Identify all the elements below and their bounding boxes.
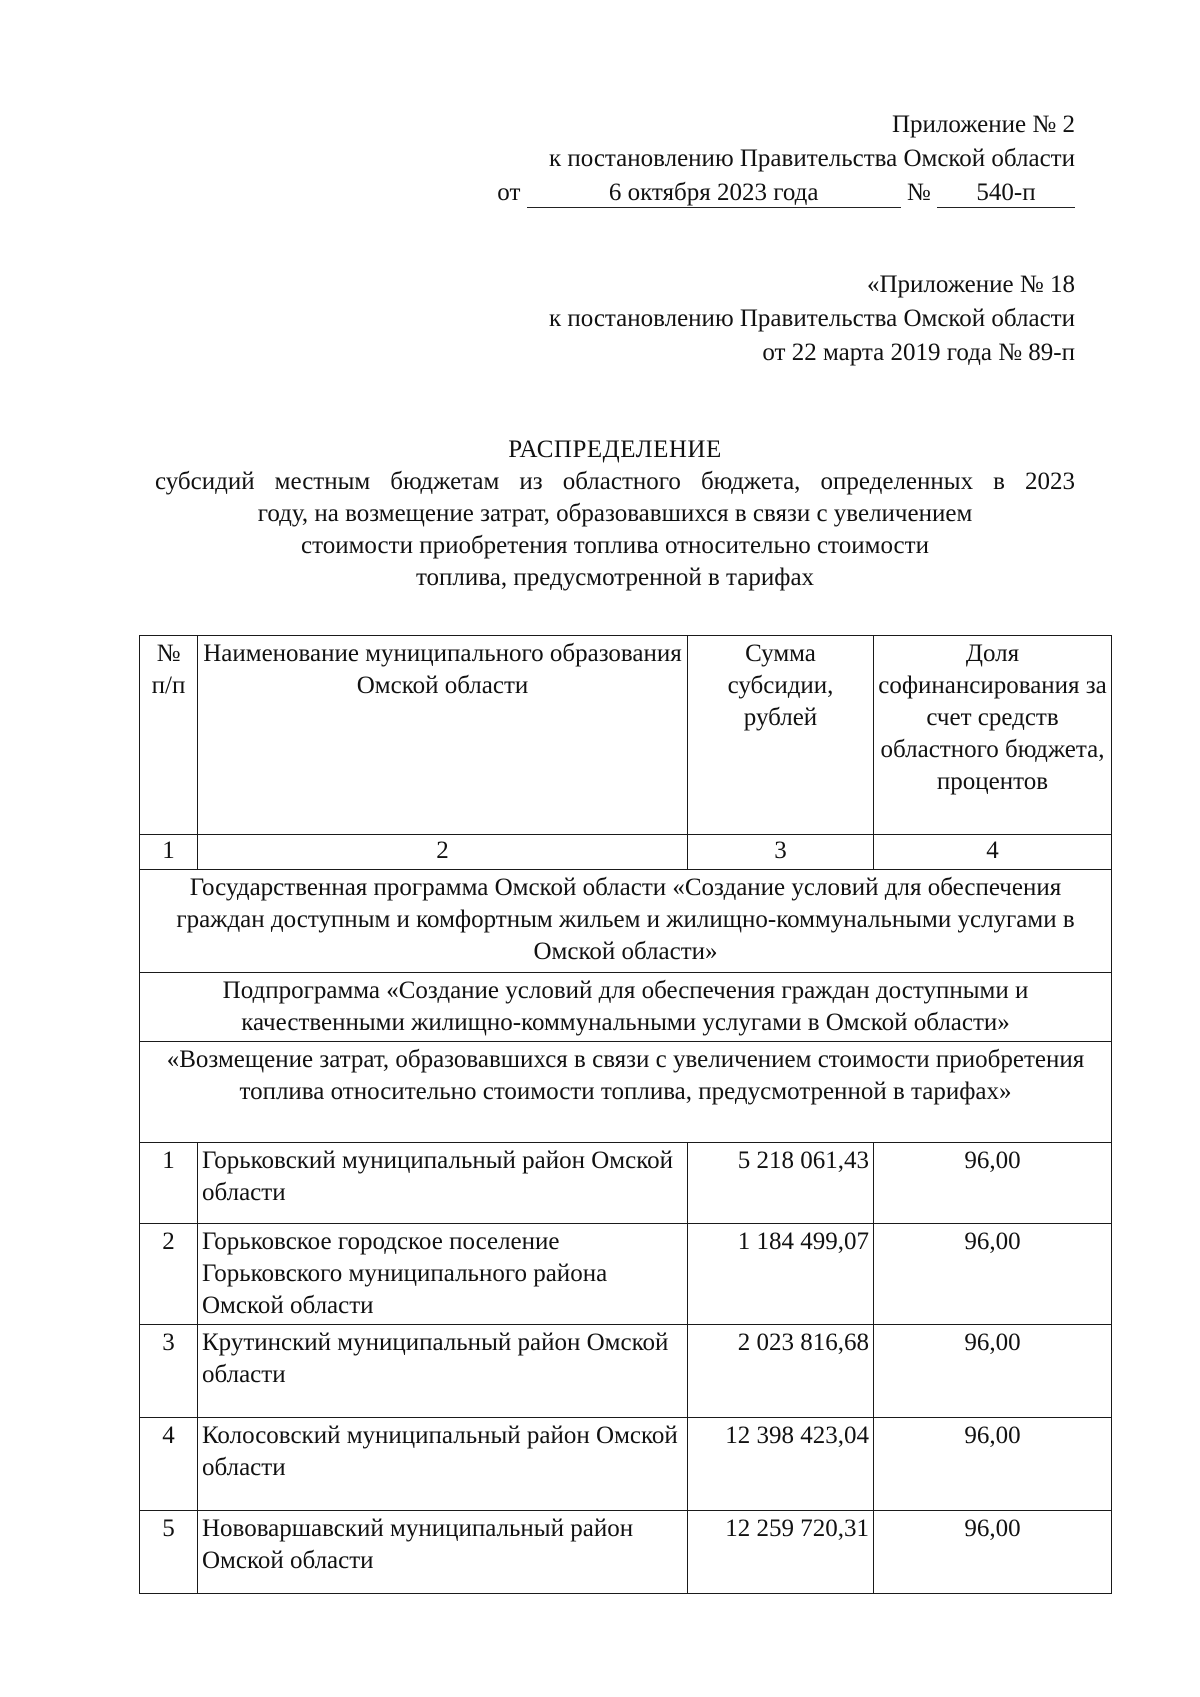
number-prefix: № bbox=[906, 179, 931, 206]
section-measure: «Возмещение затрат, образовавшихся в связи с увеличением стоимости приобретения топлива относительно стоимости топлива, предусмотренной в тарифах» bbox=[140, 1042, 1112, 1143]
row-municipality: Крутинский муниципальный район Омской области bbox=[198, 1325, 688, 1418]
row-cofinancing-share: 96,00 bbox=[874, 1511, 1112, 1594]
column-number: 2 bbox=[198, 835, 688, 870]
row-subsidy-sum: 2 023 816,68 bbox=[688, 1325, 874, 1418]
annex-original-number: «Приложение № 18 bbox=[866, 271, 1075, 298]
row-cofinancing-share: 96,00 bbox=[874, 1143, 1112, 1224]
table-row bbox=[140, 1418, 1112, 1511]
annex-original-date: от 22 марта 2019 года № 89-п bbox=[762, 339, 1075, 366]
row-subsidy-sum: 1 184 499,07 bbox=[688, 1224, 874, 1325]
row-subsidy-sum: 5 218 061,43 bbox=[688, 1143, 874, 1224]
row-municipality: Колосовский муниципальный район Омской области bbox=[198, 1418, 688, 1511]
column-number: 3 bbox=[688, 835, 874, 870]
title-heading: РАСПРЕДЕЛЕНИЕ bbox=[508, 436, 722, 463]
row-number: 4 bbox=[140, 1418, 198, 1511]
decree-date: 6 октября 2023 года bbox=[527, 179, 901, 208]
annex-decree-ref: к постановлению Правительства Омской области bbox=[548, 145, 1075, 172]
date-prefix: от bbox=[497, 179, 521, 206]
row-number: 1 bbox=[140, 1143, 198, 1224]
header-subsidy-sum: Сумма субсидии, рублей bbox=[688, 636, 874, 835]
title-line-2: году, на возмещение затрат, образовавшихся в связи с увеличением bbox=[257, 500, 973, 527]
annex-original-decree-ref: к постановлению Правительства Омской области bbox=[548, 305, 1075, 332]
row-subsidy-sum: 12 398 423,04 bbox=[688, 1418, 874, 1511]
table-row bbox=[140, 1511, 1112, 1594]
title-line-1: субсидий местным бюджетам из областного бюджета, определенных в 2023 bbox=[155, 468, 1075, 495]
annex-reference-current bbox=[497, 108, 1075, 210]
table-row bbox=[140, 1325, 1112, 1418]
section-program-row bbox=[140, 870, 1112, 973]
table-row bbox=[140, 1224, 1112, 1325]
section-subprogram: Подпрограмма «Создание условий для обеспечения граждан доступными и качественными жилищно-коммунальными услугами в Омской области» bbox=[140, 973, 1112, 1042]
row-subsidy-sum: 12 259 720,31 bbox=[688, 1511, 874, 1594]
column-number: 4 bbox=[874, 835, 1112, 870]
subsidy-distribution-table bbox=[139, 635, 1112, 1594]
table-row bbox=[140, 1143, 1112, 1224]
row-cofinancing-share: 96,00 bbox=[874, 1224, 1112, 1325]
row-number: 3 bbox=[140, 1325, 198, 1418]
row-municipality: Нововаршавский муниципальный район Омской области bbox=[198, 1511, 688, 1594]
row-municipality: Горьковский муниципальный район Омской области bbox=[198, 1143, 688, 1224]
annex-reference-original bbox=[549, 268, 1075, 370]
column-numbers-row bbox=[140, 835, 1112, 870]
row-municipality: Горьковское городское поселение Горьковского муниципального района Омской области bbox=[198, 1224, 688, 1325]
annex-number: Приложение № 2 bbox=[891, 111, 1075, 138]
row-cofinancing-share: 96,00 bbox=[874, 1325, 1112, 1418]
title-line-3: стоимости приобретения топлива относительно стоимости bbox=[301, 532, 929, 559]
row-cofinancing-share: 96,00 bbox=[874, 1418, 1112, 1511]
row-number: 2 bbox=[140, 1224, 198, 1325]
section-subprogram-row bbox=[140, 973, 1112, 1042]
row-number: 5 bbox=[140, 1511, 198, 1594]
decree-number: 540-п bbox=[937, 179, 1075, 208]
header-municipality: Наименование муниципального образования Омской области bbox=[198, 636, 688, 835]
section-measure-row bbox=[140, 1042, 1112, 1143]
header-number: № п/п bbox=[140, 636, 198, 835]
header-cofinancing-share: Доля софинансирования за счет средств областного бюджета, процентов bbox=[874, 636, 1112, 835]
document-title bbox=[155, 434, 1075, 594]
column-number: 1 bbox=[140, 835, 198, 870]
section-program: Государственная программа Омской области «Создание условий для обеспечения граждан доступным и комфортным жильем и жилищно-коммунальными услугами в Омской области» bbox=[140, 870, 1112, 973]
annex-date-line bbox=[497, 176, 1075, 210]
table-header-row bbox=[140, 636, 1112, 835]
title-line-4: топлива, предусмотренной в тарифах bbox=[415, 564, 815, 591]
